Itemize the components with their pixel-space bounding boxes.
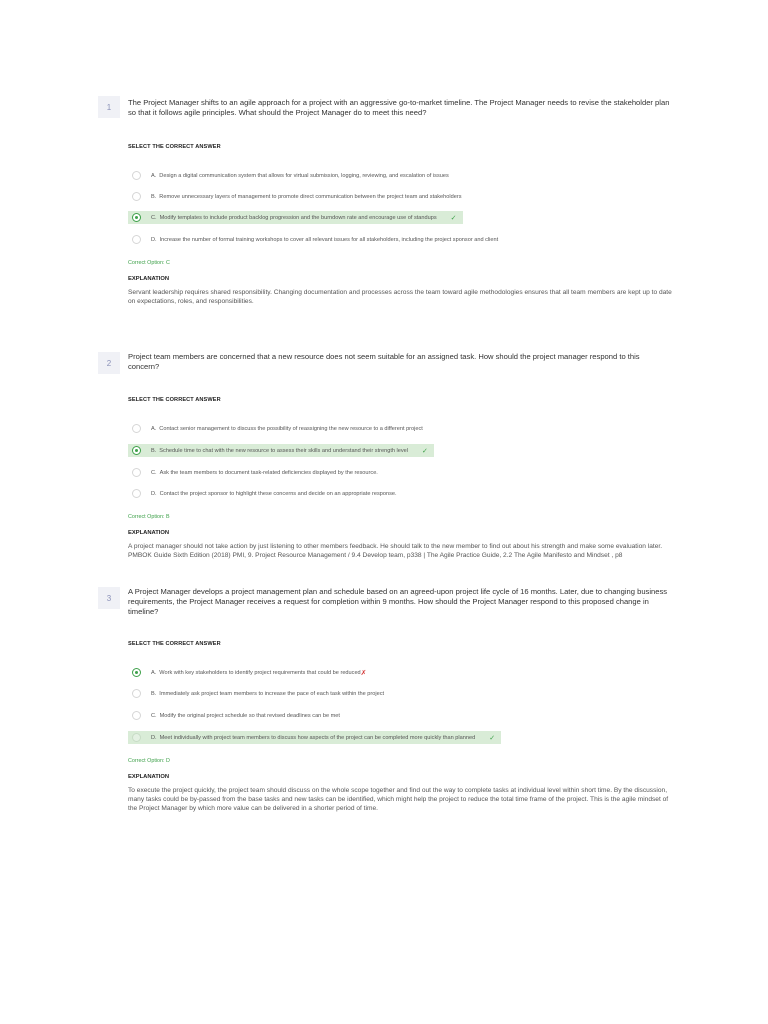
question-card-2 bbox=[98, 344, 672, 576]
option-c[interactable]: C. Modify the original project schedule so that revised deadlines can be met bbox=[128, 709, 340, 722]
check-icon: ✓ bbox=[422, 447, 428, 455]
option-a[interactable]: A. Work with key stakeholders to identify project requirements that could be reduced ✗ bbox=[128, 666, 367, 679]
option-b[interactable]: B. Immediately ask project team members to increase the pace of each task within the project bbox=[128, 687, 384, 700]
explanation-label: EXPLANATION bbox=[128, 276, 170, 282]
question-text: A Project Manager develops a project management plan and schedule based on an agreed-upon project life cycle of 16 months. Later, due to changing business requirements, the Project Manager receives a request for completion within 9 months. How should the Project Manager respond to this proposed change in timeline? bbox=[128, 587, 668, 616]
question-number: 1 bbox=[98, 96, 120, 118]
question-card-1 bbox=[98, 90, 672, 340]
radio-icon[interactable] bbox=[132, 733, 141, 742]
option-b[interactable]: B. Remove unnecessary layers of management to promote direct communication between the project team and stakeholders bbox=[128, 190, 462, 203]
radio-icon[interactable] bbox=[132, 192, 141, 201]
radio-icon[interactable] bbox=[132, 689, 141, 698]
question-text: The Project Manager shifts to an agile approach for a project with an aggressive go-to-market timeline. The Project Manager needs to revise the stakeholder plan so that it follows agile principles. What should the Project Manager do to meet this need? bbox=[128, 98, 670, 117]
cross-icon: ✗ bbox=[360, 669, 367, 677]
question-card-3 bbox=[98, 584, 672, 834]
option-c[interactable]: C. Ask the team members to document task-related deficiencies displayed by the resource. bbox=[128, 466, 378, 479]
radio-icon[interactable] bbox=[132, 424, 141, 433]
radio-selected-icon[interactable] bbox=[132, 446, 141, 455]
radio-icon[interactable] bbox=[132, 711, 141, 720]
correct-option-text: Correct Option: D bbox=[128, 758, 170, 764]
option-a[interactable]: A. Contact senior management to discuss the possibility of reassigning the new resource to a different project bbox=[128, 422, 423, 435]
select-answer-label: SELECT THE CORRECT ANSWER bbox=[128, 641, 221, 647]
correct-option-text: Correct Option: C bbox=[128, 260, 170, 266]
explanation-label: EXPLANATION bbox=[128, 530, 170, 536]
explanation-text: Servant leadership requires shared responsibility. Changing documentation and processes across the team toward agile methodologies ensures that all team members are kept up to date on expectations, roles, and responsibilities. bbox=[128, 289, 672, 305]
option-d[interactable]: D. Contact the project sponsor to highlight these concerns and decide on an appropriate response. bbox=[128, 487, 397, 500]
check-icon: ✓ bbox=[450, 214, 457, 222]
explanation-text: A project manager should not take action by just listening to other members feedback. He should talk to the new member to find out about his strength and make some evaluation later. PMBOK Guide Sixth Edition (2018) PMI, 9. Project Resource Management / 9.4 Develop team, p338 | The Agile Practice Guide, 2.2 The Agile Manifesto and Mindset , p8 bbox=[128, 543, 663, 559]
radio-icon[interactable] bbox=[132, 171, 141, 180]
option-d[interactable]: D. Increase the number of formal training workshops to cover all relevant issues for all stakeholders, including the project sponsor and client bbox=[128, 233, 498, 246]
explanation-text: To execute the project quickly, the project team should discuss on the whole scope together and find out the way to complete tasks at individual level within short time. By the discussion, many tasks could be by-passed from the base tasks and new tasks can be identified, which might help the project to reduce the total time frame of the project. This is the agile mindset of the Project Manager by which more value can be delivered in a shorter period of time. bbox=[128, 787, 669, 812]
option-a[interactable]: A. Design a digital communication system that allows for virtual submission, logging, reviewing, and escalation of issues bbox=[128, 169, 449, 182]
explanation-label: EXPLANATION bbox=[128, 774, 170, 780]
option-c[interactable]: C. Modify templates to include product backlog progression and the burndown rate and encourage use of standups ✓ bbox=[128, 211, 463, 224]
radio-selected-icon[interactable] bbox=[132, 668, 141, 677]
check-icon: ✓ bbox=[489, 734, 496, 742]
radio-icon[interactable] bbox=[132, 235, 141, 244]
correct-option-text: Correct Option: B bbox=[128, 514, 170, 520]
question-text: Project team members are concerned that a new resource does not seem suitable for an assigned task. How should the project manager respond to this concern? bbox=[128, 352, 640, 371]
option-d[interactable]: D. Meet individually with project team members to discuss how aspects of the project can be completed more quickly than planned ✓ bbox=[128, 731, 501, 744]
question-number: 2 bbox=[98, 352, 120, 374]
radio-icon[interactable] bbox=[132, 489, 141, 498]
question-number: 3 bbox=[98, 587, 120, 609]
option-b[interactable]: B. Schedule time to chat with the new resource to assess their skills and understand their strength level ✓ bbox=[128, 444, 434, 457]
radio-icon[interactable] bbox=[132, 468, 141, 477]
select-answer-label: SELECT THE CORRECT ANSWER bbox=[128, 144, 221, 150]
radio-selected-icon[interactable] bbox=[132, 213, 141, 222]
select-answer-label: SELECT THE CORRECT ANSWER bbox=[128, 397, 221, 403]
